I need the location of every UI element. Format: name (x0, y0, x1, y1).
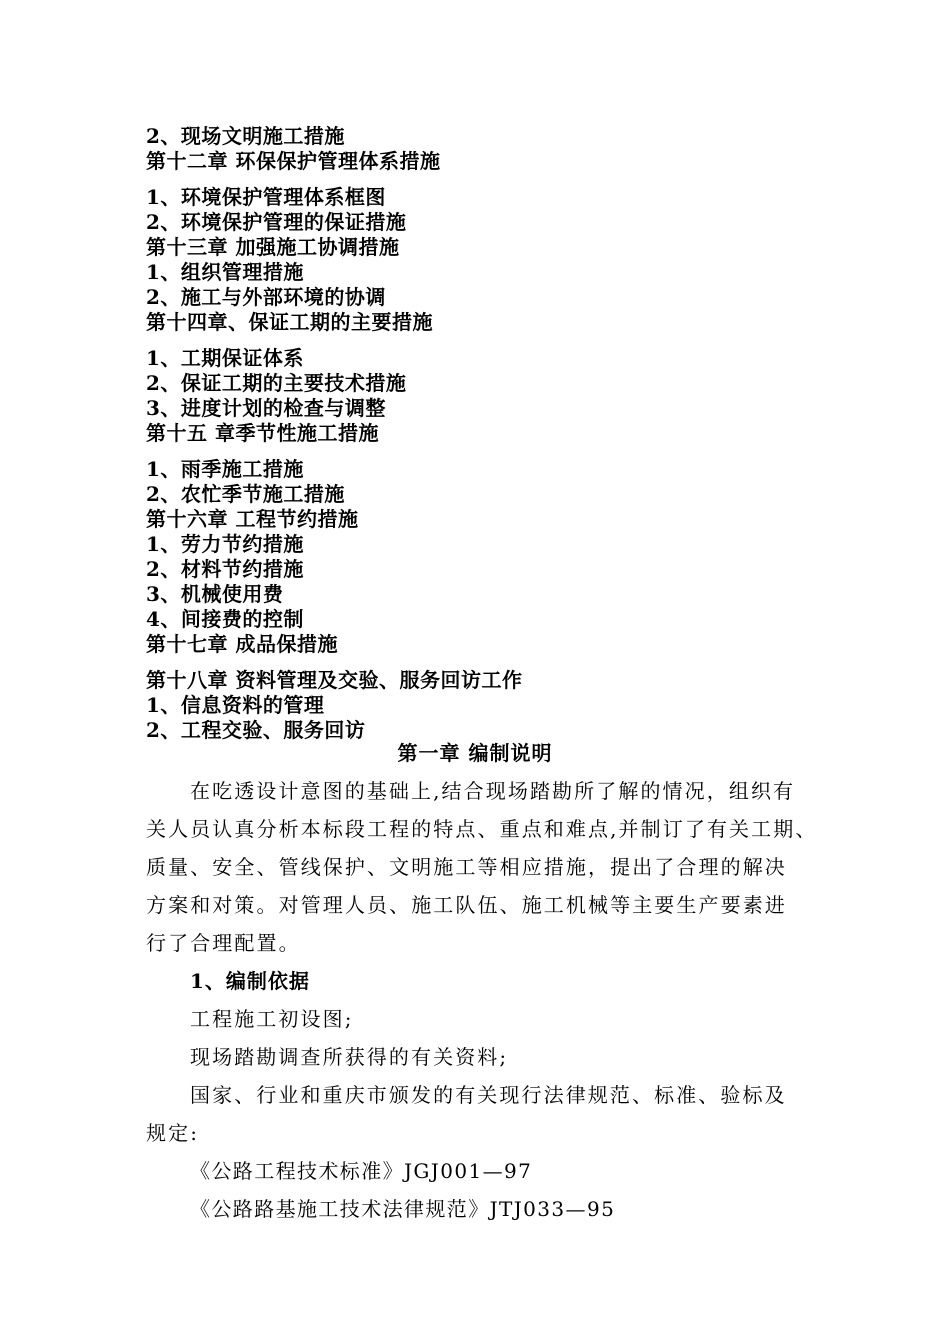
basis-item: 现场踏勘调查所获得的有关资料; (190, 1045, 509, 1069)
toc-chapter: 第十三章 加强施工协调措施 (146, 235, 400, 259)
toc-item: 1、劳力节约措施 (146, 532, 304, 556)
toc-item: 2、材料节约措施 (146, 557, 304, 581)
paragraph-line: 在吃透设计意图的基础上,结合现场踏勘所了解的情况，组织有 (190, 779, 796, 803)
basis-item: 规定: (146, 1121, 200, 1145)
toc-item: 2、现场文明施工措施 (146, 124, 345, 148)
toc-chapter: 第十七章 成品保措施 (146, 632, 338, 656)
toc-item: 1、雨季施工措施 (146, 457, 304, 481)
toc-item: 3、机械使用费 (146, 582, 284, 606)
section-heading: 1、编制依据 (190, 969, 310, 993)
toc-item: 2、施工与外部环境的协调 (146, 285, 386, 309)
toc-chapter: 第十六章 工程节约措施 (146, 507, 359, 531)
toc-chapter: 第十四章、保证工期的主要措施 (146, 310, 433, 334)
toc-item: 1、信息资料的管理 (146, 693, 325, 717)
paragraph-line: 关人员认真分析本标段工程的特点、重点和难点,并制订了有关工期、 (146, 817, 818, 841)
toc-item: 2、环境保护管理的保证措施 (146, 210, 407, 234)
toc-item: 1、环境保护管理体系框图 (146, 185, 386, 209)
standard-reference: 《公路工程技术标准》JGJ001—97 (190, 1159, 533, 1183)
toc-item: 4、间接费的控制 (146, 607, 304, 631)
toc-item: 1、组织管理措施 (146, 260, 304, 284)
basis-item: 国家、行业和重庆市颁发的有关现行法律规范、标准、验标及 (190, 1083, 787, 1107)
toc-item: 3、进度计划的检查与调整 (146, 396, 386, 420)
toc-chapter: 第十二章 环保保护管理体系措施 (146, 149, 441, 173)
toc-item: 1、工期保证体系 (146, 346, 304, 370)
paragraph-line: 方案和对策。对管理人员、施工队伍、施工机械等主要生产要素进 (146, 893, 787, 917)
chapter-title: 第一章 编制说明 (397, 741, 553, 765)
paragraph-line: 行了合理配置。 (146, 931, 301, 955)
standard-reference: 《公路路基施工技术法律规范》JTJ033—95 (190, 1197, 616, 1221)
paragraph-line: 质量、安全、管线保护、文明施工等相应措施，提出了合理的解决 (146, 855, 787, 879)
toc-item: 2、农忙季节施工措施 (146, 482, 345, 506)
toc-item: 2、工程交验、服务回访 (146, 718, 366, 742)
toc-chapter: 第十八章 资料管理及交验、服务回访工作 (146, 668, 523, 692)
basis-item: 工程施工初设图; (190, 1007, 354, 1031)
toc-item: 2、保证工期的主要技术措施 (146, 371, 407, 395)
toc-chapter: 第十五 章季节性施工措施 (146, 421, 379, 445)
